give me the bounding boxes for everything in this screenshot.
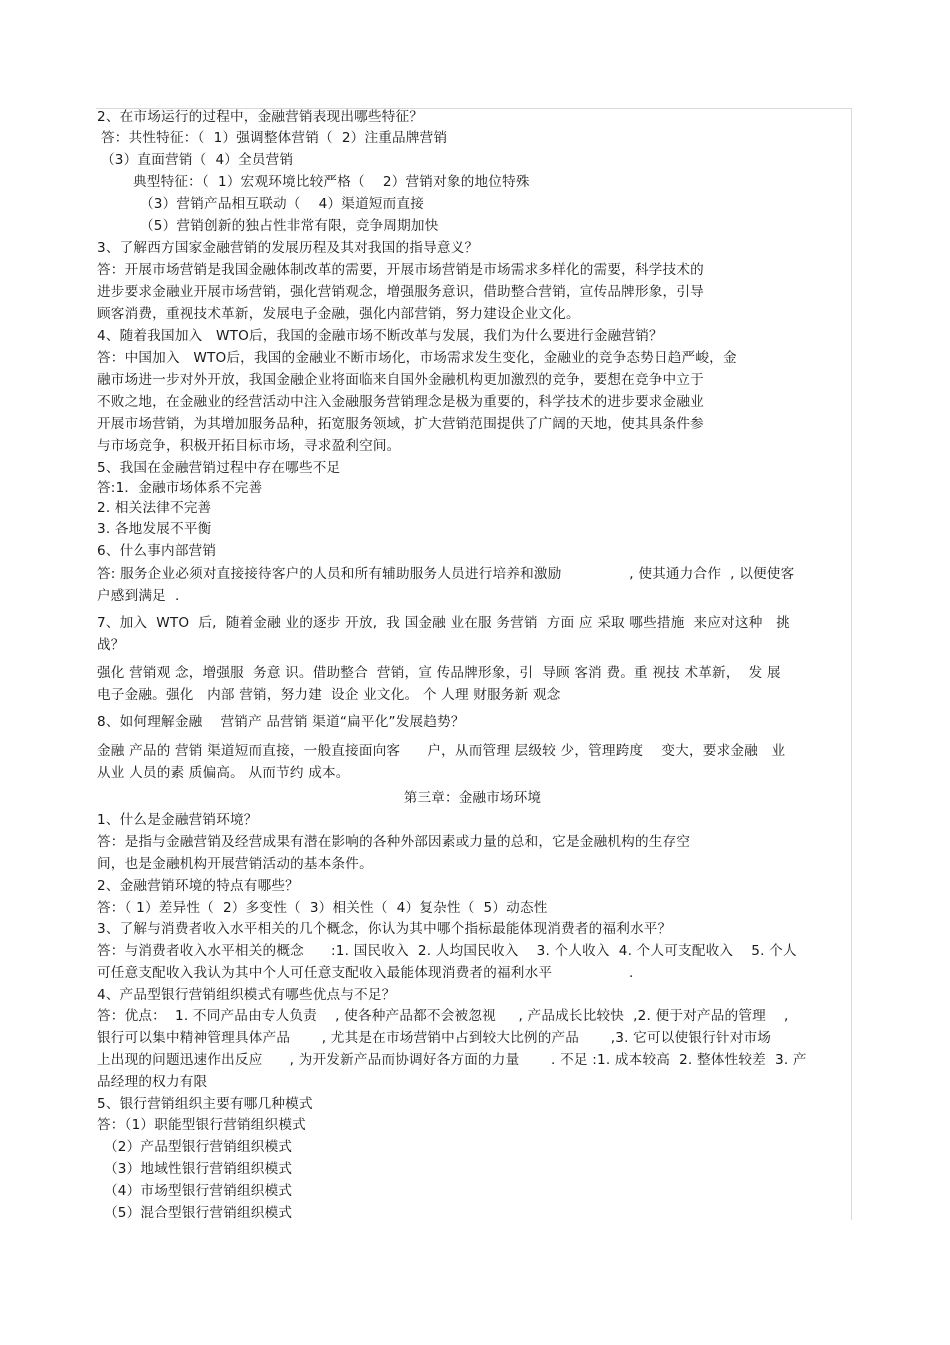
text-line: 7、加入 WTO 后, 随着金融 业的逐步 开放, 我 国金融 业在服 务营销 方面 应 采取 哪些措施 来应对这种 挑 bbox=[97, 615, 790, 631]
text-line: 2、在市场运行的过程中，金融营销表现出哪些特征？ bbox=[97, 109, 424, 125]
text-line: 强化 营销观 念，增强服 务意 识。借助整合 营销，宣 传品牌形象，引 导顾 客消 费。重 视技 术革新， 发 展 bbox=[97, 665, 781, 681]
text-line: （5）混合型银行营销组织模式 bbox=[104, 1205, 293, 1221]
text-line: 可任意支配收入我认为其中个人可任意支配收入最能体现消费者的福利水平 . bbox=[97, 965, 634, 981]
text-line: （2）产品型银行营销组织模式 bbox=[104, 1139, 293, 1155]
text-line: （3）地域性银行营销组织模式 bbox=[104, 1161, 293, 1177]
chapter-heading: 第三章：金融市场环境 bbox=[403, 790, 542, 806]
text-line: 3、了解西方国家金融营销的发展历程及其对我国的指导意义？ bbox=[97, 240, 479, 256]
text-line: 3. 各地发展不平衡 bbox=[97, 521, 212, 537]
text-line: 5、我国在金融营销过程中存在哪些不足 bbox=[97, 460, 341, 476]
text-line: 战？ bbox=[97, 637, 125, 653]
text-line: 顾客消费，重视技术革新，发展电子金融，强化内部营销，努力建设企业文化。 bbox=[97, 306, 580, 322]
text-line: 答：（1）职能型银行营销组织模式 bbox=[97, 1117, 306, 1133]
text-line: 4、产品型银行营销组织模式有哪些优点与不足？ bbox=[97, 987, 396, 1003]
page-border-right bbox=[851, 108, 852, 1220]
text-line: （3）营销产品相互联动（ 4）渠道短而直接 bbox=[140, 196, 425, 212]
text-line: 8、如何理解金融 营销产 品营销 渠道“扁平化”发展趋势？ bbox=[97, 714, 465, 730]
text-line: 答：与消费者收入水平相关的概念 :1. 国民收入 2. 人均国民收入 3. 个人收入 4. 个人可支配收入 5. 个人 bbox=[97, 943, 797, 959]
text-line: 答：（ 1）差异性（ 2）多变性（ 3）相关性（ 4）复杂性（ 5）动态性 bbox=[97, 900, 548, 916]
text-line: （3）直面营销（ 4）全员营销 bbox=[101, 152, 294, 168]
text-line: 5、银行营销组织主要有哪几种模式 bbox=[97, 1096, 313, 1112]
text-line: 融市场进一步对外开放，我国金融企业将面临来自国外金融机构更加激烈的竞争，要想在竞争中立于 bbox=[97, 372, 704, 388]
text-line: 银行可以集中精神管理具体产品 , 尤其是在市场营销中占到较大比例的产品 ,3. 它可以使银行针对市场 bbox=[97, 1030, 772, 1046]
text-line: 6、什么事内部营销 bbox=[97, 543, 217, 559]
text-line: 与市场竞争，积极开拓目标市场，寻求盈利空间。 bbox=[97, 438, 401, 454]
text-line: 答：开展市场营销是我国金融体制改革的需要，开展市场营销是市场需求多样化的需要，科学技术的 bbox=[97, 262, 704, 278]
text-line: 不败之地，在金融业的经营活动中注入金融服务营销理念是极为重要的，科学技术的进步要求金融业 bbox=[97, 394, 704, 410]
text-line: 金融 产品的 营销 渠道短而直接，一般直接面向客 户，从而管理 层级较 少，管理跨度 变大，要求金融 业 bbox=[97, 743, 786, 759]
text-line: 答：是指与金融营销及经营成果有潜在影响的各种外部因素或力量的总和，它是金融机构的生存空 bbox=[97, 834, 691, 850]
text-line: （5）营销创新的独占性非常有限，竞争周期加快 bbox=[140, 218, 439, 234]
text-line: 答:1．金融市场体系不完善 bbox=[97, 480, 263, 496]
text-line: （4）市场型银行营销组织模式 bbox=[104, 1183, 293, 1199]
text-line: 答：优点： 1. 不同产品由专人负责 , 使各种产品都不会被忽视 , 产品成长比较快 ,2. 便于对产品的管理 , bbox=[97, 1008, 789, 1024]
text-line: 2. 相关法律不完善 bbox=[97, 500, 212, 516]
text-line: 4、随着我国加入 WTO后，我国的金融市场不断改革与发展，我们为什么要进行金融营销？ bbox=[97, 328, 663, 344]
text-line: 从业 人员的素 质偏高。 从而节约 成本。 bbox=[97, 765, 350, 781]
text-line: 开展市场营销，为其增加服务品种，拓宽服务领域，扩大营销范围提供了广阔的天地，使其具条件参 bbox=[97, 416, 704, 432]
text-line: 进步要求金融业开展市场营销，强化营销观念，增强服务意识，借助整合营销，宣传品牌形象，引导 bbox=[97, 284, 704, 300]
text-line: 答：中国加入 WTO后，我国的金融业不断市场化，市场需求发生变化，金融业的竞争态势日趋严峻，金 bbox=[97, 350, 737, 366]
text-line: 答: 服务企业必须对直接接待客户的人员和所有辅助服务人员进行培养和激励 , 使其通力合作 , 以便使客 bbox=[97, 566, 795, 582]
text-line: 3、了解与消费者收入水平相关的几个概念，你认为其中哪个指标最能体现消费者的福利水平？ bbox=[97, 921, 672, 937]
text-line: 间，也是金融机构开展营销活动的基本条件。 bbox=[97, 856, 373, 872]
text-line: 户感到满足 . bbox=[97, 588, 180, 604]
text-line: 电子金融。强化 内部 营销，努力建 设企 业文化。 个 人理 财服务新 观念 bbox=[97, 687, 561, 703]
text-line: 1、什么是金融营销环境？ bbox=[97, 812, 258, 828]
text-line: 答：共性特征：（ 1）强调整体营销（ 2）注重品牌营销 bbox=[101, 130, 448, 146]
text-line: 2、金融营销环境的特点有哪些？ bbox=[97, 878, 299, 894]
text-line: 上出现的问题迅速作出反应 , 为开发新产品而协调好各方面的力量 . 不足 :1. 成本较高 2. 整体性较差 3. 产 bbox=[97, 1052, 807, 1068]
text-line: 品经理的权力有限 bbox=[97, 1074, 208, 1090]
text-line: 典型特征：（ 1）宏观环境比较严格（ 2）营销对象的地位特殊 bbox=[133, 174, 530, 190]
